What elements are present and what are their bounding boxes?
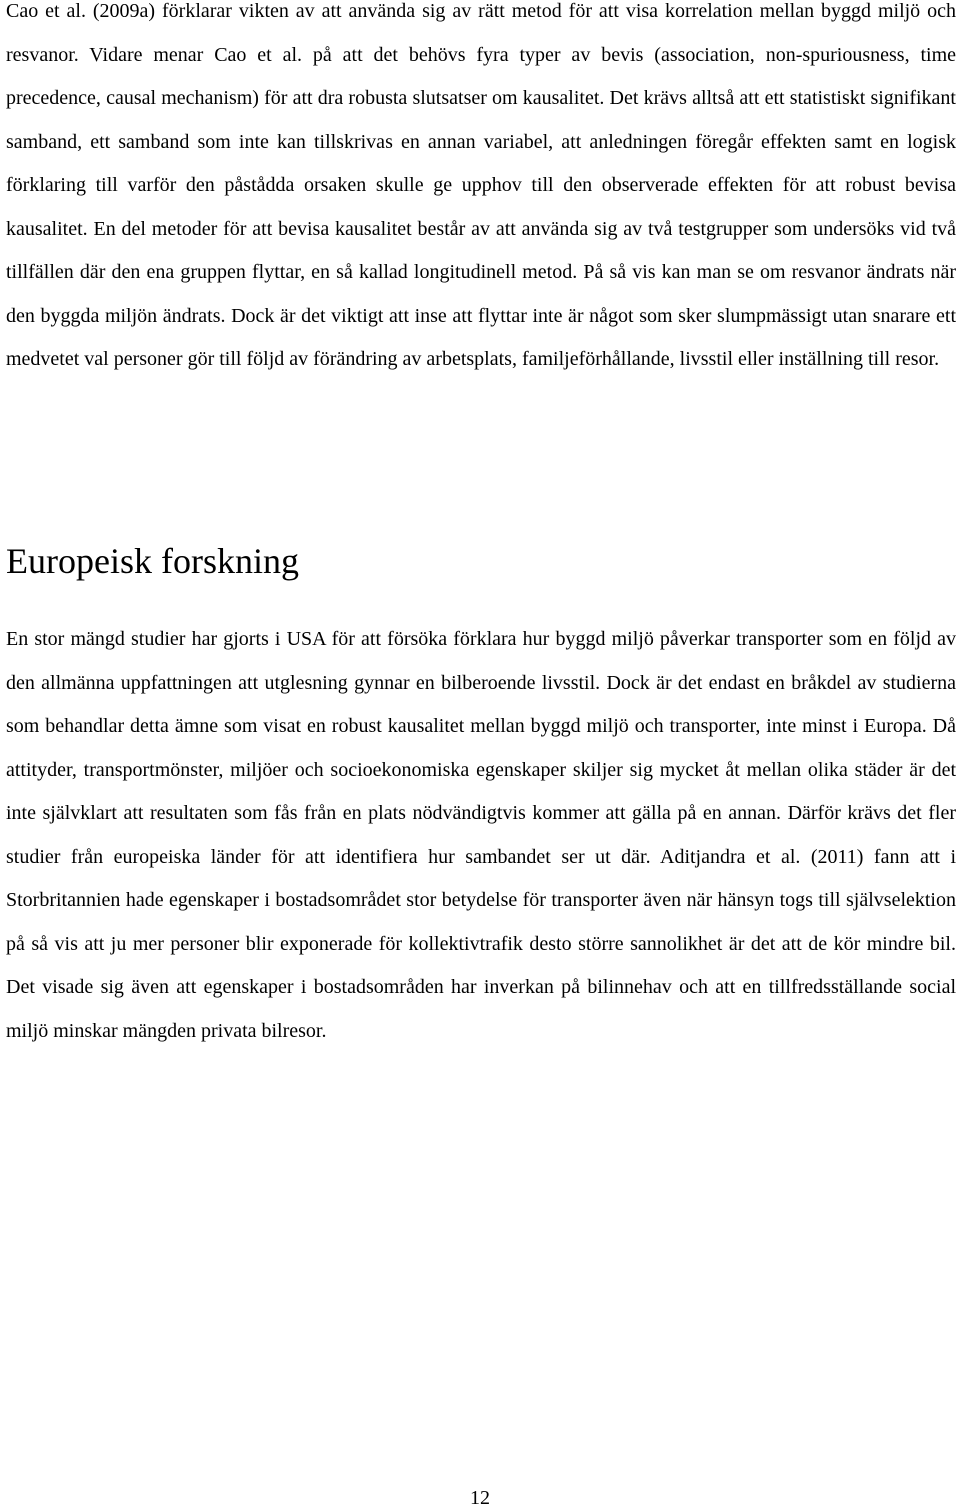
paragraph-european-research: En stor mängd studier har gjorts i USA för att försöka förklara hur byggd miljö påverkar transporter som en följd av den allmänna uppfattningen att utglesning gynnar en bilberoende livsstil. Dock är det endast en bråkdel av studierna som behandlar detta ämne som visat en robust kausalitet mellan byggd miljö och transporter, inte minst i Europa. Då attityder, transportmönster, miljöer och socioekonomiska egenskaper skiljer sig mycket åt mellan olika städer är det inte självklart att resultaten som fås från en plats nödvändigtvis kommer att gälla på en annan. Därför krävs det fler studier från europeiska länder för att identifiera hur sambandet ser ut där. Aditjandra et al. (2011) fann att i Storbritannien hade egenskaper i bostadsområdet stor betydelse för transporter även när hänsyn togs till självselektion på så vis att ju mer personer blir exponerade för kollektivtrafik desto större sannolikhet är det att de kör mindre bil. Det visade sig även att egenskaper i bostadsområden har inverkan på bilinnehav och att en tillfredsställande social miljö minskar mängden privata bilresor.	[6, 628, 956, 1042]
page-number: 12	[470, 1487, 490, 1509]
paragraph-causality-methods: Cao et al. (2009a) förklarar vikten av att använda sig av rätt metod för att visa korrelation mellan byggd miljö och resvanor. Vidare menar Cao et al. på att det behövs fyra typer av bevis (association, non-spuriousness, time precedence, causal mechanism) för att dra robusta slutsatser om kausalitet. Det krävs alltså att ett statistiskt signifikant samband, ett samband som inte kan tillskrivas en annan variabel, att anledningen föregår effekten samt en logisk förklaring till varför den påstådda orsaken skulle ge upphov till den observerade effekten för att robust bevisa kausalitet. En del metoder för att bevisa kausalitet består av att använda sig av två testgrupper som undersöks vid två tillfällen där den ena gruppen flyttar, en så kallad longitudinell metod. På så vis kan man se om resvanor ändrats när den byggda miljön ändrats. Dock är det viktigt att inse att flyttar inte är något som sker slumpmässigt utan snarare ett medvetet val personer gör till följd av förändring av arbetsplats, familjeförhållande, livsstil eller inställning till resor.	[6, 0, 956, 370]
section-heading: Europeisk forskning	[6, 541, 299, 581]
